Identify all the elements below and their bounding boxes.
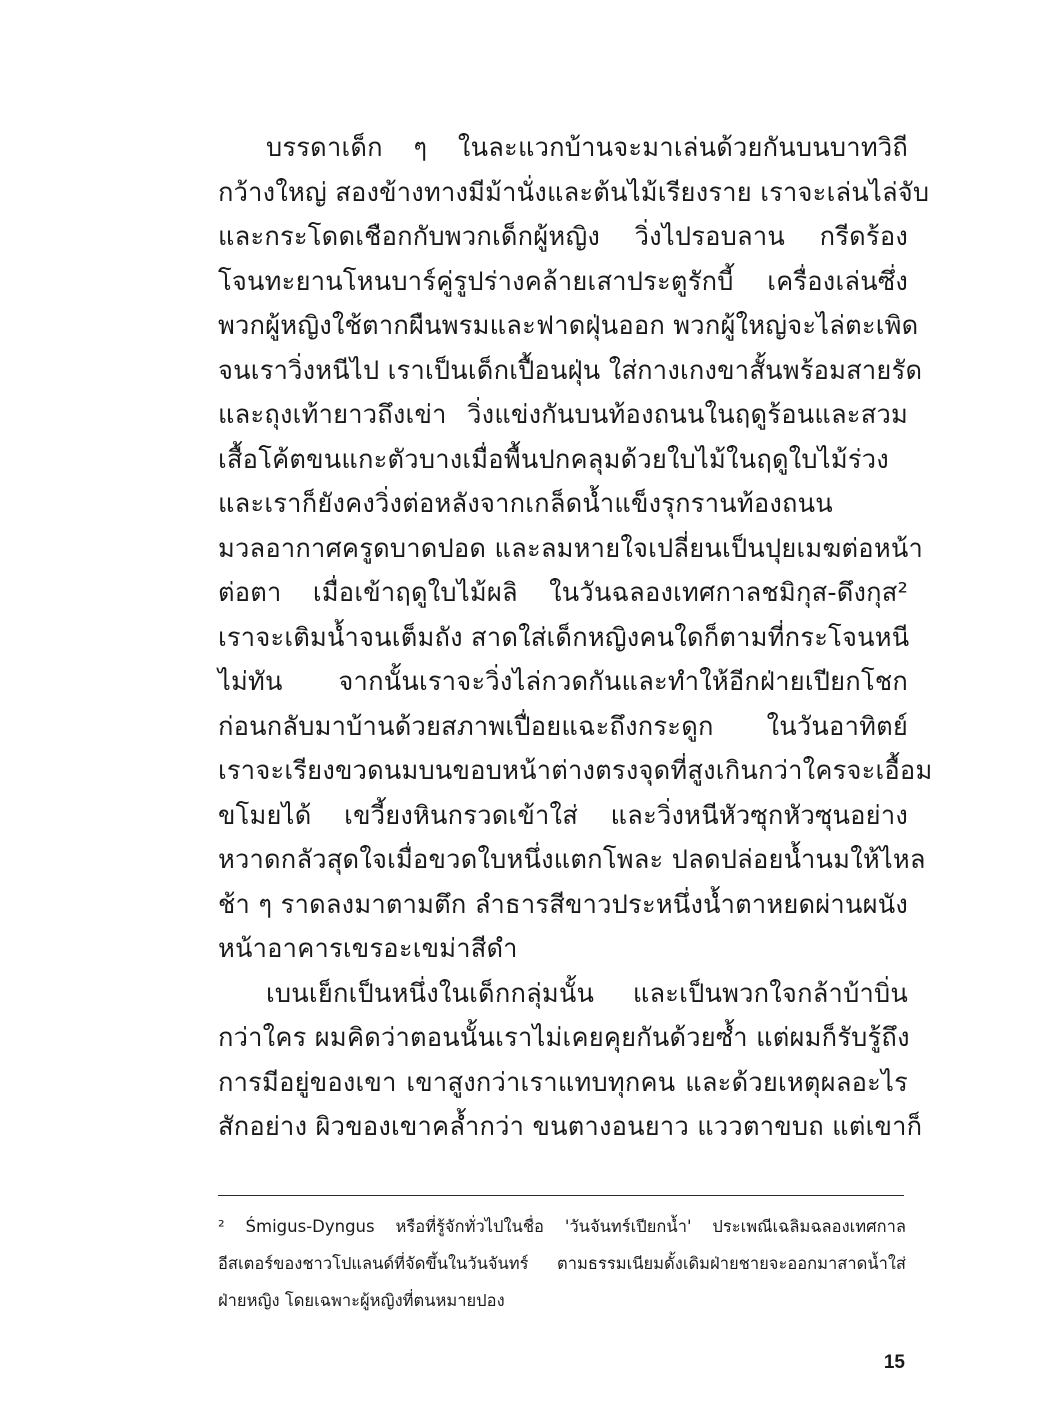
text-line: กว้างใหญ่ สองข้างทางมีม้านั่งและต้นไม้เรียงราย เราจะเล่นไล่จับ <box>218 177 930 208</box>
page-number: 15 <box>883 1352 905 1373</box>
text-line: และถุงเท้ายาวถึงเข่า วิ่งแข่งกันบนท้องถนนในฤดูร้อนและสวม <box>218 400 908 430</box>
text-line: เราจะเรียงขวดนมบนขอบหน้าต่างตรงจุดที่สูงเกินกว่าใครจะเอื้อม <box>218 756 933 786</box>
text-line: ไม่ทัน จากนั้นเราจะวิ่งไล่กวดกันและทำให้อีกฝ่ายเปียกโชก <box>218 667 908 697</box>
footnote-divider <box>218 1195 904 1196</box>
footnote <box>218 1208 906 1319</box>
text-line: พวกผู้หญิงใช้ตากผืนพรมและฟาดฝุ่นออก พวกผู้ใหญ่จะไล่ตะเพิด <box>218 311 919 341</box>
paragraph-2 <box>218 972 923 1150</box>
text-line: กว่าใคร ผมคิดว่าตอนนั้นเราไม่เคยคุยกันด้วยซ้ำ แต่ผมก็รับรู้ถึง <box>218 1023 910 1053</box>
footnote-line: ฝ่ายหญิง โดยเฉพาะผู้หญิงที่ตนหมายปอง <box>218 1291 505 1310</box>
text-line-with-footnote-ref: ต่อตา เมื่อเข้าฤดูใบไม้ผลิ ในวันฉลองเทศกาลชมิกุส-ดึงกุส² <box>218 578 908 608</box>
text-line: บรรดาเด็ก ๆ ในละแวกบ้านจะมาเล่นด้วยกันบนบาทวิถี <box>266 133 908 163</box>
text-line: ก่อนกลับมาบ้านด้วยสภาพเปื่อยแฉะถึงกระดูก ในวันอาทิตย์ <box>218 711 908 742</box>
body-text <box>218 126 933 1150</box>
text-line: โจนทะยานโหนบาร์คู่รูปร่างคล้ายเสาประตูรักบี้ เครื่องเล่นซึ่ง <box>218 266 908 297</box>
text-line: และเราก็ยังคงวิ่งต่อหลังจากเกล็ดน้ำแข็งรุกรานท้องถนน <box>218 489 833 519</box>
text-line: มวลอากาศครูดบาดปอด และลมหายใจเปลี่ยนเป็นปุยเมฆต่อหน้า <box>218 533 923 564</box>
text-line: และกระโดดเชือกกับพวกเด็กผู้หญิง วิ่งไปรอบลาน กรีดร้อง <box>218 222 908 252</box>
text-line: หน้าอาคารเขรอะเขม่าสีดำ <box>218 934 518 964</box>
text-line: เสื้อโค้ตขนแกะตัวบางเมื่อพื้นปกคลุมด้วยใบไม้ในฤดูใบไม้ร่วง <box>218 444 889 475</box>
text-line: สักอย่าง ผิวของเขาคล้ำกว่า ขนตางอนยาว แววตาขบถ แต่เขาก็ <box>218 1112 923 1142</box>
text-line: ช้า ๆ ราดลงมาตามตึก ลำธารสีขาวประหนึ่งน้ำตาหยดผ่านผนัง <box>218 889 908 920</box>
text-line: เบนเย็กเป็นหนึ่งในเด็กกลุ่มนั้น และเป็นพวกใจกล้าบ้าบิ่น <box>266 978 908 1009</box>
text-line: การมีอยู่ของเขา เขาสูงกว่าเราแทบทุกคน และด้วยเหตุผลอะไร <box>218 1067 908 1098</box>
text-line: เราจะเติมน้ำจนเต็มถัง สาดใส่เด็กหญิงคนใดก็ตามที่กระโจนหนี <box>218 622 910 653</box>
footnote-line: ² Śmigus-Dyngus หรือที่รู้จักทั่วไปในชื่อ 'วันจันทร์เปียกน้ำ' ประเพณีเฉลิมฉลองเทศกาล <box>218 1217 906 1236</box>
text-line: หวาดกลัวสุดใจเมื่อขวดใบหนึ่งแตกโพละ ปลดปล่อยน้ำนมให้ไหล <box>218 845 926 875</box>
paragraph-1 <box>218 126 933 972</box>
footnote-line: อีสเตอร์ของชาวโปแลนด์ที่จัดขึ้นในวันจันทร์ ตามธรรมเนียมดั้งเดิมฝ่ายชายจะออกมาสาดน้ำใส่ <box>218 1254 906 1273</box>
text-line: จนเราวิ่งหนีไป เราเป็นเด็กเปื้อนฝุ่น ใส่กางเกงขาสั้นพร้อมสายรัด <box>218 355 923 386</box>
text-line: ขโมยได้ เขวี้ยงหินกรวดเข้าใส่ และวิ่งหนีหัวซุกหัวซุนอย่าง <box>218 800 908 831</box>
